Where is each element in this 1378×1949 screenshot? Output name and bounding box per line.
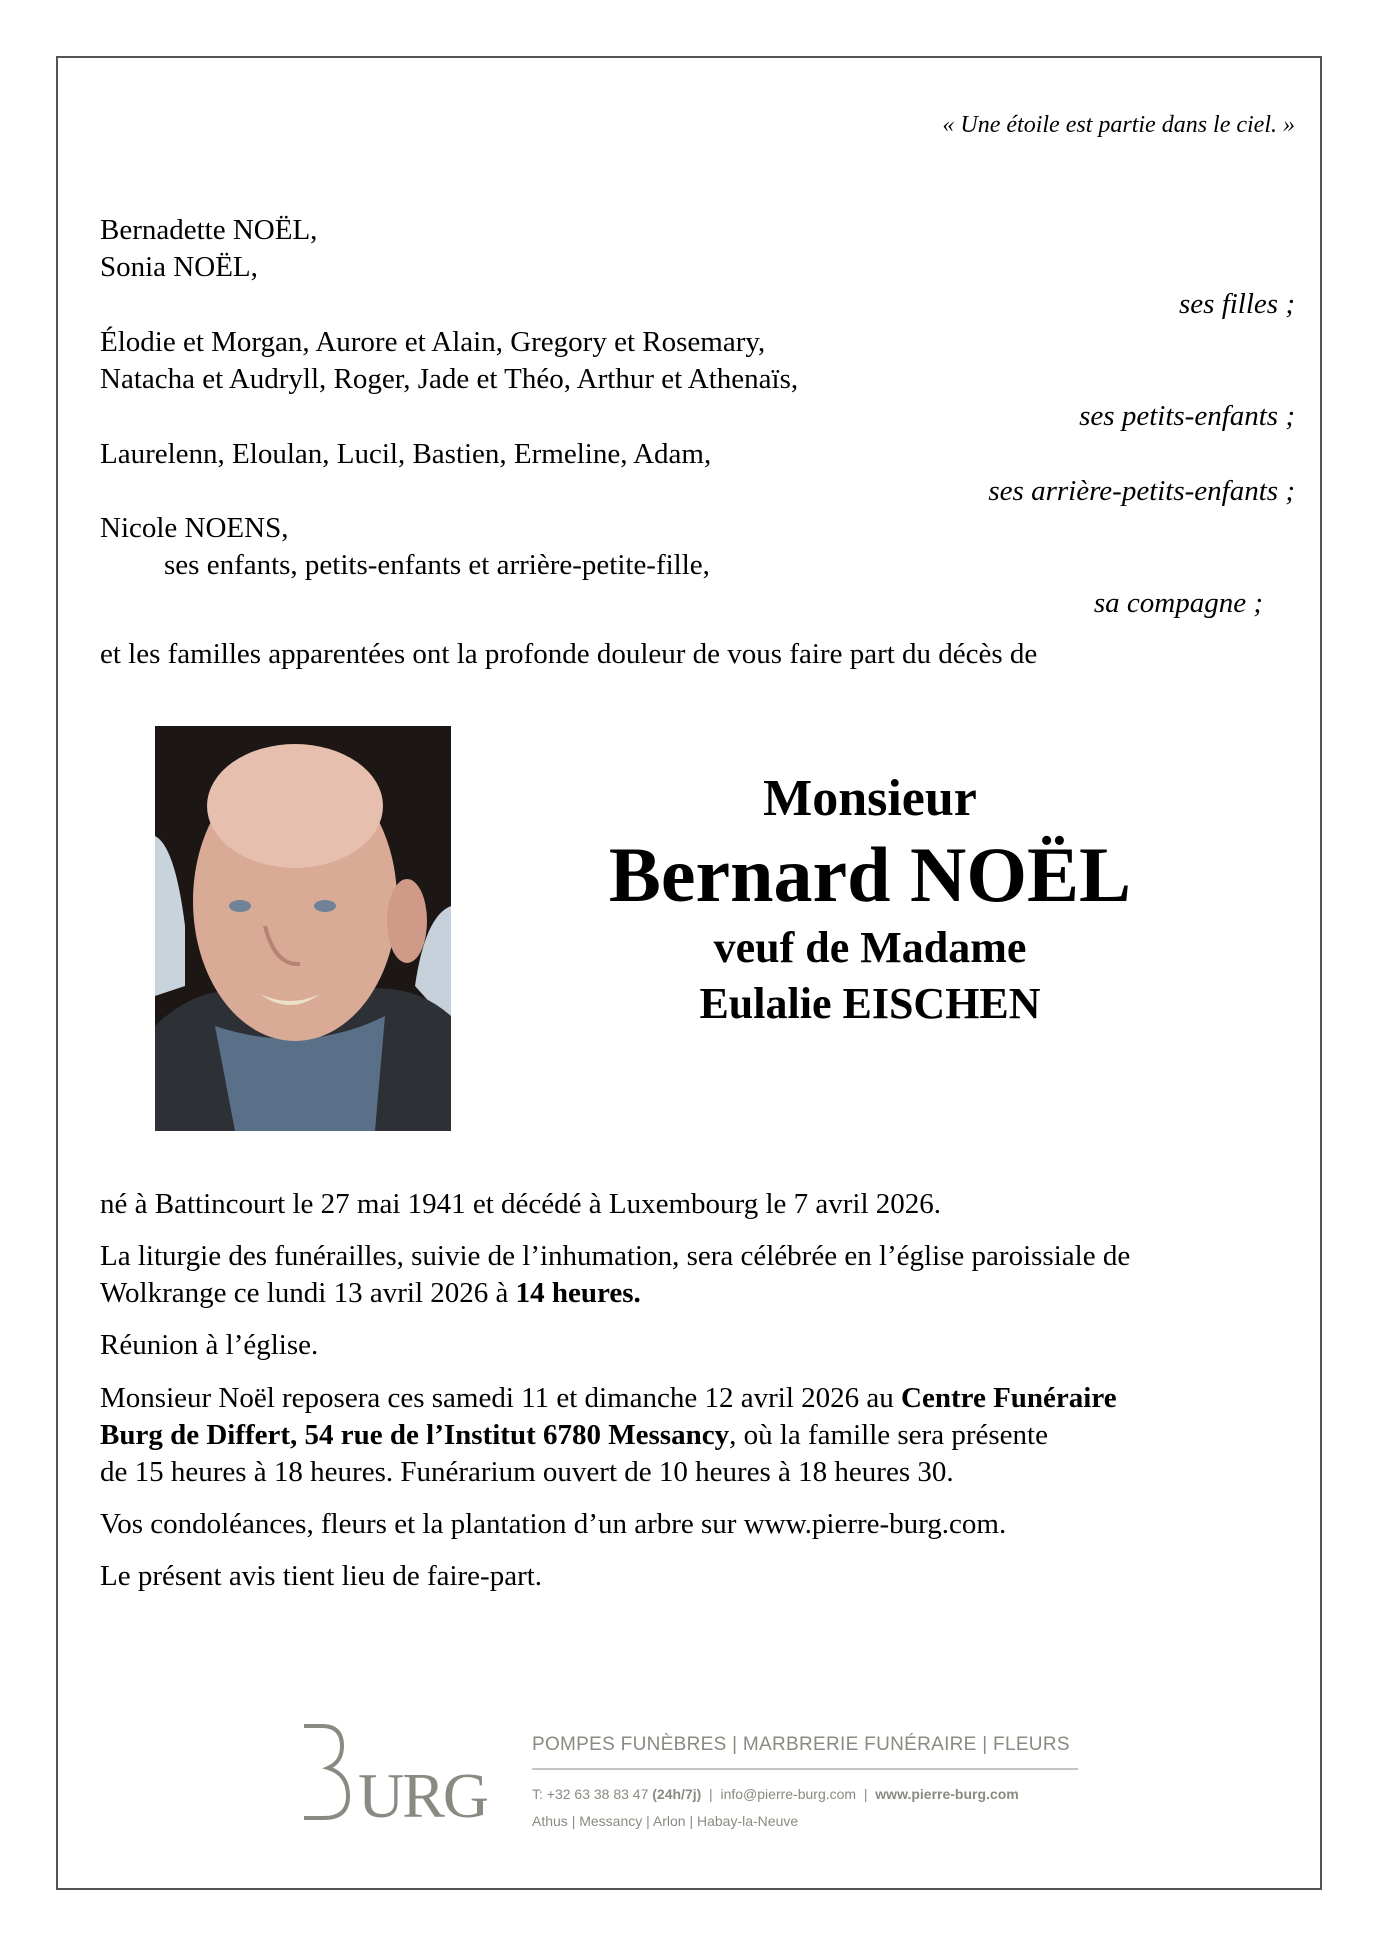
daughter-2: Sonia NOËL, — [100, 251, 258, 283]
footer-phone: T: +32 63 38 83 47 — [532, 1786, 653, 1802]
spouse-name: Eulalie EISCHEN — [699, 979, 1041, 1028]
footer-email[interactable]: info@pierre-burg.com — [720, 1786, 857, 1802]
companion-label: sa compagne ; — [1093, 587, 1263, 619]
footer-locations: Athus | Messancy | Arlon | Habay-la-Neuve — [532, 1813, 799, 1829]
companion-family: ses enfants, petits-enfants et arrière-petite-fille, — [164, 549, 710, 581]
portrait-image — [155, 726, 451, 1131]
daughter-1: Bernadette NOËL, — [100, 214, 318, 246]
rest-line-3: de 15 heures à 18 heures. Funérarium ouvert de 10 heures à 18 heures 30. — [100, 1456, 954, 1488]
funeral-center: Centre Funéraire — [901, 1382, 1117, 1414]
deceased-name: Bernard NOËL — [608, 831, 1132, 918]
companion-name: Nicole NOENS, — [100, 512, 289, 544]
announcement: et les familles apparentées ont la profonde douleur de vous faire part du décès de — [100, 638, 1038, 670]
widower-of: veuf de Madame — [713, 923, 1027, 972]
rest-line-1-text: Monsieur Noël reposera ces samedi 11 et dimanche 12 avril 2026 au — [100, 1382, 902, 1414]
liturgy-line-2-text: Wolkrange ce lundi 13 avril 2026 à — [100, 1277, 516, 1309]
great-grandchildren: Laurelenn, Eloulan, Lucil, Bastien, Ermeline, Adam, — [100, 438, 712, 470]
grandchildren-line-2: Natacha et Audryll, Roger, Jade et Théo, Arthur et Athenaïs, — [100, 363, 799, 395]
epigraph-quote: « Une étoile est partie dans le ciel. » — [942, 112, 1295, 138]
footer-services: POMPES FUNÈBRES | MARBRERIE FUNÉRAIRE | FLEURS — [532, 1734, 1070, 1755]
rest-line-2-text: , où la famille sera présente — [729, 1419, 1048, 1451]
condolences: Vos condoléances, fleurs et la plantation d’un arbre sur www.pierre-burg.com. — [100, 1508, 1007, 1540]
burg-logo — [300, 1722, 490, 1822]
grandchildren-line-1: Élodie et Morgan, Aurore et Alain, Gregory et Rosemary, — [100, 326, 766, 358]
rest-line-2 — [100, 1417, 1048, 1454]
reunion: Réunion à l’église. — [100, 1329, 319, 1361]
grandchildren-label: ses petits-enfants ; — [1079, 400, 1295, 432]
deceased-name-block — [560, 768, 1180, 1032]
footer-website[interactable]: www.pierre-burg.com — [875, 1786, 1019, 1802]
great-grandchildren-label: ses arrière-petits-enfants ; — [988, 475, 1295, 507]
notice: Le présent avis tient lieu de faire-part. — [100, 1560, 543, 1592]
footer-contact — [532, 1786, 1019, 1802]
liturgy-line-2 — [100, 1275, 641, 1312]
liturgy-time: 14 heures. — [515, 1277, 641, 1309]
deceased-title: Monsieur — [763, 770, 977, 827]
footer-hours: (24h/7j) — [652, 1786, 702, 1802]
rest-line-1 — [100, 1380, 1117, 1417]
birth-death: né à Battincourt le 27 mai 1941 et décédé à Luxembourg le 7 avril 2026. — [100, 1188, 942, 1220]
footer-divider — [532, 1768, 1078, 1770]
svg-text:URG: URG — [358, 1760, 488, 1822]
sep-2: | — [856, 1786, 876, 1802]
sep-1: | — [701, 1786, 721, 1802]
daughters-label: ses filles ; — [1179, 288, 1295, 320]
funeral-center-address: Burg de Differt, 54 rue de l’Institut 6780 Messancy — [100, 1419, 730, 1451]
liturgy-line-1: La liturgie des funérailles, suivie de l’inhumation, sera célébrée en l’église paroissiale de — [100, 1240, 1131, 1272]
portrait-photo — [155, 726, 451, 1131]
burg-logo-icon — [300, 1722, 490, 1822]
